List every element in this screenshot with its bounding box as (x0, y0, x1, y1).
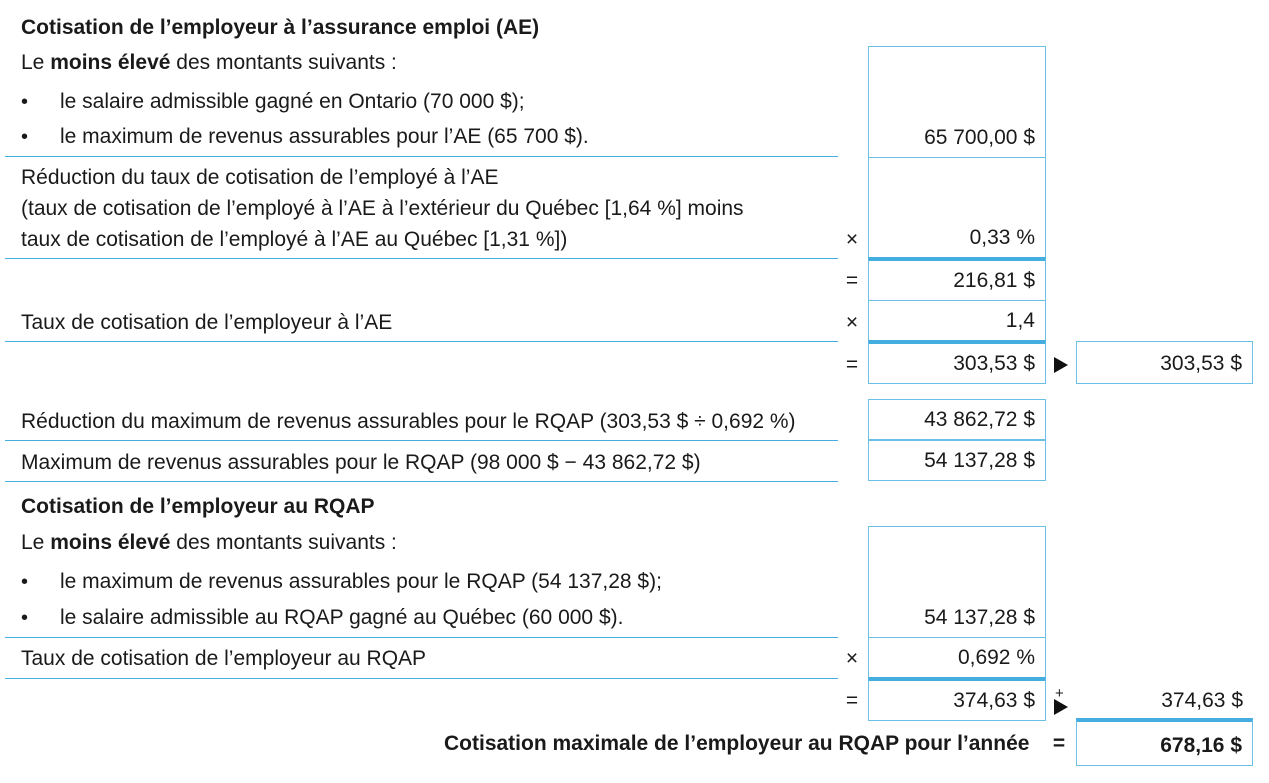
ae-reduction-value: 0,33 % (969, 226, 1035, 249)
equals-sign: = (845, 353, 859, 376)
rqap-max-label: Maximum de revenus assurables pour le RQAP (98 000 $ − 43 862,72 $) (21, 451, 701, 474)
equals-sign: = (845, 689, 859, 712)
bullet-icon: • (21, 91, 29, 113)
divider (5, 156, 838, 157)
ae-rate-value: 1,4 (1005, 309, 1035, 332)
arrow-right-icon (1054, 357, 1068, 373)
ae-reduction-line-1: Réduction du taux de cotisation de l’employé à l’AE (21, 166, 499, 189)
total-value: 678,16 $ (1160, 734, 1242, 757)
rqap-value-1-box (868, 526, 1046, 638)
bullet-icon: • (21, 607, 29, 629)
multiply-sign: × (845, 647, 859, 670)
ae-result-box (868, 340, 1046, 384)
rqap-rate-box (868, 637, 1046, 678)
rqap-result-box (868, 677, 1046, 721)
ae-intro: Le moins élevé des montants suivants : (21, 51, 397, 74)
ae-reduction-line-3: taux de cotisation de l’employé à l’AE au Québec [1,31 %]) (21, 228, 568, 251)
total-label: Cotisation maximale de l’employeur au RQAP pour l’année (444, 732, 1030, 755)
rqap-intro: Le moins élevé des montants suivants : (21, 531, 397, 554)
rqap-carry-box (1076, 678, 1253, 720)
divider (5, 341, 838, 342)
ae-result-value: 303,53 $ (953, 352, 1035, 375)
bullet-icon: • (21, 126, 29, 148)
rqap-reduction-label: Réduction du maximum de revenus assurables pour le RQAP (303,53 $ ÷ 0,692 %) (21, 410, 796, 433)
rqap-rate-value: 0,692 % (957, 646, 1035, 669)
rqap-max-box (868, 440, 1046, 481)
arrow-right-icon (1054, 699, 1068, 715)
total-box (1076, 718, 1253, 766)
divider (5, 678, 838, 679)
divider (5, 637, 838, 638)
rqap-heading: Cotisation de l’employeur au RQAP (21, 495, 375, 518)
bullet-icon: • (21, 571, 29, 593)
rqap-bullet-1: le maximum de revenus assurables pour le RQAP (54 137,28 $); (60, 570, 662, 593)
ae-reduction-box (868, 157, 1046, 258)
ae-reduction-line-2: (taux de cotisation de l’employé à l’AE à l’extérieur du Québec [1,64 %] moins (21, 197, 744, 220)
multiply-sign: × (845, 228, 859, 251)
rqap-carry-value: 374,63 $ (1161, 689, 1243, 712)
ae-subtotal-value: 216,81 $ (953, 269, 1035, 292)
rqap-max-value: 54 137,28 $ (924, 449, 1035, 472)
equals-sign: = (1052, 732, 1066, 755)
ae-rate-label: Taux de cotisation de l’employeur à l’AE (21, 311, 393, 334)
ae-carry-value: 303,53 $ (1160, 352, 1242, 375)
divider (5, 481, 838, 482)
ae-bullet-2: le maximum de revenus assurables pour l’AE (65 700 $). (60, 125, 589, 148)
plus-sign: + (1055, 685, 1064, 702)
multiply-sign: × (845, 311, 859, 334)
ae-value-1: 65 700,00 $ (924, 126, 1035, 149)
rqap-reduction-box (868, 399, 1046, 440)
rqap-result-value: 374,63 $ (953, 689, 1035, 712)
ae-value-1-box (868, 46, 1046, 158)
rqap-value-1: 54 137,28 $ (924, 606, 1035, 629)
divider (5, 440, 838, 441)
ae-subtotal-box (868, 257, 1046, 301)
rqap-reduction-value: 43 862,72 $ (924, 408, 1035, 431)
ae-heading: Cotisation de l’employeur à l’assurance emploi (AE) (21, 16, 540, 39)
ae-rate-box (868, 300, 1046, 341)
ae-bullet-1: le salaire admissible gagné en Ontario (70 000 $); (60, 90, 525, 113)
ae-carry-box (1076, 341, 1253, 384)
rqap-bullet-2: le salaire admissible au RQAP gagné au Québec (60 000 $). (60, 606, 624, 629)
rqap-rate-label: Taux de cotisation de l’employeur au RQAP (21, 647, 427, 670)
equals-sign: = (845, 269, 859, 292)
divider (5, 258, 838, 259)
